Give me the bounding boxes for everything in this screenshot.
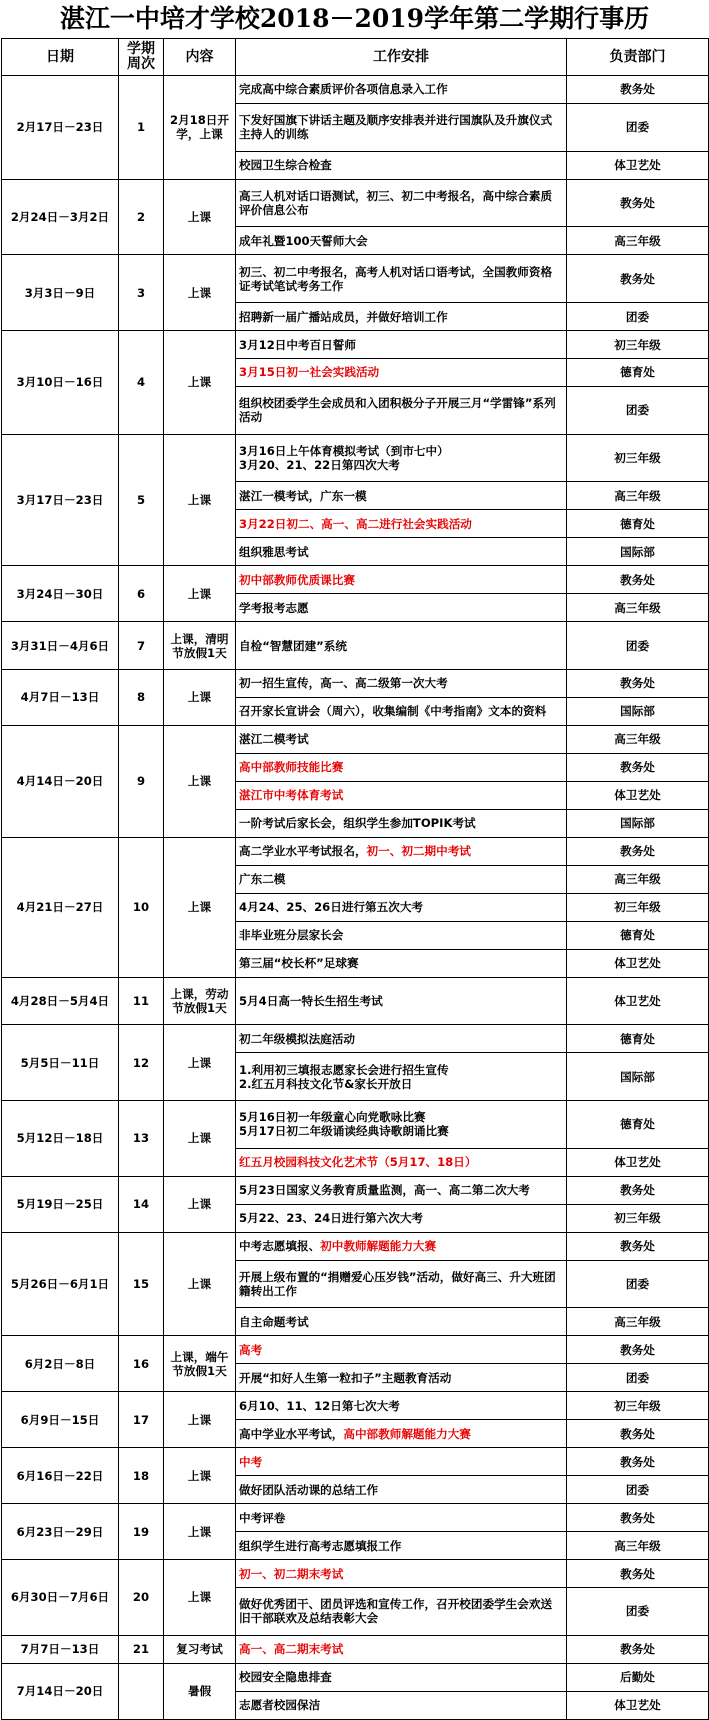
dept-cell: 体卫艺处 xyxy=(567,977,709,1025)
task-cell xyxy=(236,865,567,893)
task-cell xyxy=(236,725,567,753)
highlighted-task-text: 3月22日初二、高一、高二进行社会实践活动 xyxy=(239,516,472,531)
task-text: 高二学业水平考试报名， xyxy=(239,844,367,859)
highlighted-task-text: 高一、高二期末考试 xyxy=(239,1642,344,1657)
dept-cell: 高三年级 xyxy=(567,1308,709,1336)
task-cell xyxy=(236,1532,567,1560)
week-cell: 5 xyxy=(119,434,164,566)
task-text: 初一招生宣传，高一、高二级第一次大考 xyxy=(239,676,448,691)
content-cell: 上课 xyxy=(164,179,236,255)
task-cell xyxy=(236,1635,567,1663)
content-cell: 暑假 xyxy=(164,1663,236,1719)
content-cell: 上课 xyxy=(164,434,236,566)
table-row xyxy=(2,1635,709,1663)
task-cell xyxy=(236,1148,567,1176)
table-row xyxy=(2,977,709,1025)
task-cell xyxy=(236,1204,567,1232)
date-cell: 3月17日－23日 xyxy=(2,434,119,566)
highlighted-task-text: 湛江市中考体育考试 xyxy=(239,788,344,803)
task-text: 组织学生进行高考志愿填报工作 xyxy=(239,1538,402,1553)
table-row xyxy=(2,1560,709,1588)
content-cell: 上课 xyxy=(164,331,236,435)
table-row xyxy=(2,1101,709,1149)
task-text: 学考报考志愿 xyxy=(239,600,309,615)
dept-cell: 体卫艺处 xyxy=(567,151,709,179)
week-cell: 11 xyxy=(119,977,164,1025)
date-cell: 2月24日－3月2日 xyxy=(2,179,119,255)
week-cell: 6 xyxy=(119,566,164,622)
date-cell: 6月9日－15日 xyxy=(2,1392,119,1448)
schedule-table xyxy=(1,38,709,1720)
task-text: 组织雅思考试 xyxy=(239,544,309,559)
task-text: 高中学业水平考试， xyxy=(239,1426,344,1441)
dept-cell: 初三年级 xyxy=(567,1204,709,1232)
task-text: 组织校团委学生会成员和入团积极分子开展三月“学雷锋”系列活动 xyxy=(239,396,556,425)
content-cell: 上课 xyxy=(164,1504,236,1560)
task-text: 3月20、21、22日第四次大考 xyxy=(239,458,400,473)
header-date: 日期 xyxy=(2,39,119,76)
task-cell xyxy=(236,1053,567,1101)
table-row xyxy=(2,331,709,359)
table-row xyxy=(2,1232,709,1260)
week-cell: 21 xyxy=(119,1635,164,1663)
dept-cell: 教务处 xyxy=(567,1635,709,1663)
dept-cell: 国际部 xyxy=(567,809,709,837)
dept-cell: 高三年级 xyxy=(567,725,709,753)
content-cell: 上课 xyxy=(164,1025,236,1101)
page-title: 湛江一中培才学校2018－2019学年第二学期行事历 xyxy=(59,4,650,33)
table-row xyxy=(2,669,709,697)
task-cell xyxy=(236,1476,567,1504)
dept-cell: 团委 xyxy=(567,622,709,670)
table-row xyxy=(2,566,709,594)
highlighted-task-text: 中考 xyxy=(239,1454,263,1469)
task-text: 3月16日上午体育模拟考试（到市七中） xyxy=(239,444,449,459)
dept-cell: 国际部 xyxy=(567,538,709,566)
highlighted-task-text: 高中部教师解题能力大赛 xyxy=(343,1426,471,1441)
dept-cell: 教务处 xyxy=(567,179,709,227)
content-cell: 上课 xyxy=(164,1176,236,1232)
date-cell: 4月7日－13日 xyxy=(2,669,119,725)
table-row xyxy=(2,179,709,227)
week-cell: 12 xyxy=(119,1025,164,1101)
table-row xyxy=(2,622,709,670)
week-cell: 17 xyxy=(119,1392,164,1448)
task-cell xyxy=(236,103,567,151)
content-cell: 上课 xyxy=(164,1232,236,1336)
dept-cell: 国际部 xyxy=(567,1053,709,1101)
task-text: 自主命题考试 xyxy=(239,1314,309,1329)
header-tasks: 工作安排 xyxy=(236,39,567,76)
date-cell: 3月3日－9日 xyxy=(2,255,119,331)
dept-cell: 教务处 xyxy=(567,76,709,104)
task-text: 校园安全隐患排查 xyxy=(239,1670,332,1685)
dept-cell: 德育处 xyxy=(567,359,709,387)
date-cell: 7月7日－13日 xyxy=(2,1635,119,1663)
highlighted-task-text: 初一、初二期中考试 xyxy=(366,844,471,859)
task-text: 1.利用初三填报志愿家长会进行招生宣传 xyxy=(239,1062,449,1077)
task-text: 第三届“校长杯”足球赛 xyxy=(239,956,359,971)
dept-cell: 初三年级 xyxy=(567,331,709,359)
dept-cell: 高三年级 xyxy=(567,482,709,510)
task-text: 5月16日初一年级童心向党歌咏比赛 xyxy=(239,1110,426,1125)
task-text: 做好优秀团干、团员评选和宣传工作，召开校团委学生会欢送旧干部联欢及总结表彰大会 xyxy=(239,1597,553,1626)
date-cell: 4月14日－20日 xyxy=(2,725,119,837)
dept-cell: 团委 xyxy=(567,1476,709,1504)
date-cell: 5月19日－25日 xyxy=(2,1176,119,1232)
dept-cell: 团委 xyxy=(567,103,709,151)
content-cell: 2月18日开学，上课 xyxy=(164,76,236,180)
date-cell: 6月16日－22日 xyxy=(2,1448,119,1504)
date-cell: 2月17日－23日 xyxy=(2,76,119,180)
task-cell xyxy=(236,594,567,622)
task-text: 招聘新一届广播站成员，并做好培训工作 xyxy=(239,309,448,324)
task-cell xyxy=(236,1232,567,1260)
task-cell xyxy=(236,781,567,809)
task-text: 5月23日国家义务教育质量监测，高一、高二第二次大考 xyxy=(239,1183,530,1198)
task-cell xyxy=(236,1588,567,1636)
date-cell: 5月26日－6月1日 xyxy=(2,1232,119,1336)
task-cell xyxy=(236,893,567,921)
task-text: 湛江一模考试，广东一模 xyxy=(239,488,367,503)
dept-cell: 团委 xyxy=(567,303,709,331)
dept-cell: 团委 xyxy=(567,1260,709,1308)
task-text: 完成高中综合素质评价各项信息录入工作 xyxy=(239,82,448,97)
table-row xyxy=(2,1504,709,1532)
task-cell xyxy=(236,1663,567,1691)
task-cell xyxy=(236,255,567,303)
task-cell xyxy=(236,977,567,1025)
dept-cell: 国际部 xyxy=(567,697,709,725)
task-text: 6月10、11、12日第七次大考 xyxy=(239,1398,400,1413)
task-cell xyxy=(236,1420,567,1448)
highlighted-task-text: 初中部教师优质课比赛 xyxy=(239,572,355,587)
task-cell xyxy=(236,1691,567,1719)
dept-cell: 教务处 xyxy=(567,255,709,303)
dept-cell: 高三年级 xyxy=(567,865,709,893)
task-cell xyxy=(236,510,567,538)
dept-cell: 德育处 xyxy=(567,921,709,949)
task-cell xyxy=(236,1364,567,1392)
task-text: 做好团队活动课的总结工作 xyxy=(239,1482,379,1497)
table-row xyxy=(2,255,709,303)
dept-cell: 高三年级 xyxy=(567,594,709,622)
week-cell: 2 xyxy=(119,179,164,255)
date-cell: 5月5日－11日 xyxy=(2,1025,119,1101)
task-cell xyxy=(236,1560,567,1588)
date-cell: 3月10日－16日 xyxy=(2,331,119,435)
dept-cell: 高三年级 xyxy=(567,227,709,255)
task-cell xyxy=(236,76,567,104)
dept-cell: 教务处 xyxy=(567,1336,709,1364)
dept-cell: 团委 xyxy=(567,1364,709,1392)
content-cell: 上课，清明节放假1天 xyxy=(164,622,236,670)
week-cell: 20 xyxy=(119,1560,164,1636)
task-cell xyxy=(236,1504,567,1532)
dept-cell: 后勤处 xyxy=(567,1663,709,1691)
date-cell: 3月31日－4月6日 xyxy=(2,622,119,670)
dept-cell: 团委 xyxy=(567,386,709,434)
dept-cell: 教务处 xyxy=(567,1560,709,1588)
week-cell: 16 xyxy=(119,1336,164,1392)
task-cell xyxy=(236,1025,567,1053)
task-cell xyxy=(236,669,567,697)
content-cell: 上课 xyxy=(164,837,236,977)
content-cell: 上课 xyxy=(164,1101,236,1177)
task-cell xyxy=(236,1308,567,1336)
table-row xyxy=(2,1392,709,1420)
task-cell xyxy=(236,921,567,949)
content-cell: 上课 xyxy=(164,566,236,622)
header-row xyxy=(2,39,709,76)
week-cell: 14 xyxy=(119,1176,164,1232)
highlighted-task-text: 3月15日初一社会实践活动 xyxy=(239,365,380,380)
task-text: 5月22、23、24日进行第六次大考 xyxy=(239,1211,424,1226)
table-row xyxy=(2,1663,709,1691)
table-row xyxy=(2,76,709,104)
dept-cell: 体卫艺处 xyxy=(567,1148,709,1176)
dept-cell: 德育处 xyxy=(567,510,709,538)
date-cell: 5月12日－18日 xyxy=(2,1101,119,1177)
task-cell xyxy=(236,1101,567,1149)
content-cell: 上课 xyxy=(164,1560,236,1636)
dept-cell: 高三年级 xyxy=(567,1532,709,1560)
highlighted-task-text: 高中部教师技能比赛 xyxy=(239,760,344,775)
task-text: 湛江二模考试 xyxy=(239,732,309,747)
content-cell: 上课 xyxy=(164,1392,236,1448)
task-text: 志愿者校园保洁 xyxy=(239,1698,321,1713)
dept-cell: 教务处 xyxy=(567,1504,709,1532)
date-cell: 6月23日－29日 xyxy=(2,1504,119,1560)
task-text: 自检“智慧团建”系统 xyxy=(239,638,347,653)
task-text: 开展“扣好人生第一粒扣子”主题教育活动 xyxy=(239,1370,452,1385)
content-cell: 上课，劳动节放假1天 xyxy=(164,977,236,1025)
dept-cell: 体卫艺处 xyxy=(567,781,709,809)
task-cell xyxy=(236,949,567,977)
dept-cell: 体卫艺处 xyxy=(567,949,709,977)
week-cell: 3 xyxy=(119,255,164,331)
task-cell xyxy=(236,538,567,566)
table-row xyxy=(2,1336,709,1364)
task-cell xyxy=(236,1176,567,1204)
week-cell: 1 xyxy=(119,76,164,180)
week-cell: 15 xyxy=(119,1232,164,1336)
task-text: 5月17日初二年级诵读经典诗歌朗诵比赛 xyxy=(239,1124,449,1139)
week-cell: 4 xyxy=(119,331,164,435)
task-cell xyxy=(236,179,567,227)
date-cell: 7月14日－20日 xyxy=(2,1663,119,1719)
dept-cell: 教务处 xyxy=(567,669,709,697)
task-cell xyxy=(236,622,567,670)
dept-cell: 教务处 xyxy=(567,1420,709,1448)
dept-cell: 团委 xyxy=(567,1588,709,1636)
date-cell: 6月2日－8日 xyxy=(2,1336,119,1392)
week-cell: 18 xyxy=(119,1448,164,1504)
highlighted-task-text: 初中教师解题能力大赛 xyxy=(320,1239,437,1254)
task-text: 4月24、25、26日进行第五次大考 xyxy=(239,900,424,915)
table-row xyxy=(2,1448,709,1476)
highlighted-task-text: 高考 xyxy=(239,1342,263,1357)
highlighted-task-text: 红五月校园科技文化艺术节（5月17、18日） xyxy=(239,1155,477,1170)
date-cell: 4月21日－27日 xyxy=(2,837,119,977)
task-cell xyxy=(236,809,567,837)
task-cell xyxy=(236,837,567,865)
task-cell xyxy=(236,1392,567,1420)
table-row xyxy=(2,1025,709,1053)
content-cell: 上课 xyxy=(164,725,236,837)
content-cell: 上课 xyxy=(164,669,236,725)
date-cell: 4月28日－5月4日 xyxy=(2,977,119,1025)
header-week: 学期周次 xyxy=(119,39,164,76)
task-cell xyxy=(236,434,567,482)
task-cell xyxy=(236,697,567,725)
header-dept: 负责部门 xyxy=(567,39,709,76)
task-cell xyxy=(236,1448,567,1476)
task-text: 中考志愿填报、 xyxy=(239,1239,321,1254)
header-content: 内容 xyxy=(164,39,236,76)
task-text: 3月12日中考百日誓师 xyxy=(239,337,356,352)
task-text: 广东二模 xyxy=(239,872,286,887)
dept-cell: 德育处 xyxy=(567,1101,709,1149)
table-row xyxy=(2,1176,709,1204)
task-cell xyxy=(236,1260,567,1308)
task-text: 非毕业班分层家长会 xyxy=(239,928,344,943)
date-cell: 6月30日－7月6日 xyxy=(2,1560,119,1636)
task-text: 中考评卷 xyxy=(239,1510,286,1525)
dept-cell: 教务处 xyxy=(567,1176,709,1204)
task-text: 高三人机对话口语测试，初三、初二中考报名，高中综合素质评价信息公布 xyxy=(239,189,553,218)
task-cell xyxy=(236,1336,567,1364)
date-cell: 3月24日－30日 xyxy=(2,566,119,622)
content-cell: 上课 xyxy=(164,255,236,331)
task-cell xyxy=(236,303,567,331)
dept-cell: 教务处 xyxy=(567,837,709,865)
task-text: 初二年级模拟法庭活动 xyxy=(239,1031,355,1046)
table-row xyxy=(2,837,709,865)
task-cell xyxy=(236,482,567,510)
task-text: 5月4日高一特长生招生考试 xyxy=(239,993,383,1008)
task-cell xyxy=(236,227,567,255)
task-text: 成年礼暨100天誓师大会 xyxy=(239,233,368,248)
week-cell: 9 xyxy=(119,725,164,837)
task-cell xyxy=(236,151,567,179)
task-cell xyxy=(236,566,567,594)
task-text: 开展上级布置的“捐赠爱心压岁钱”活动，做好高三、升大班团籍转出工作 xyxy=(239,1269,556,1298)
task-cell xyxy=(236,331,567,359)
dept-cell: 初三年级 xyxy=(567,434,709,482)
dept-cell: 教务处 xyxy=(567,566,709,594)
week-cell xyxy=(119,1663,164,1719)
task-text: 召开家长宣讲会（周六），收集编制《中考指南》文本的资料 xyxy=(239,704,547,719)
highlighted-task-text: 初一、初二期末考试 xyxy=(239,1566,344,1581)
task-text: 2.红五月科技文化节&家长开放日 xyxy=(239,1076,413,1091)
task-text: 校园卫生综合检查 xyxy=(239,158,332,173)
task-text: 下发好国旗下讲话主题及顺序安排表并进行国旗队及升旗仪式主持人的训练 xyxy=(239,113,553,142)
dept-cell: 教务处 xyxy=(567,1448,709,1476)
week-cell: 19 xyxy=(119,1504,164,1560)
table-row xyxy=(2,434,709,482)
week-cell: 7 xyxy=(119,622,164,670)
week-cell: 8 xyxy=(119,669,164,725)
task-cell xyxy=(236,386,567,434)
dept-cell: 体卫艺处 xyxy=(567,1691,709,1719)
task-cell xyxy=(236,359,567,387)
dept-cell: 初三年级 xyxy=(567,1392,709,1420)
dept-cell: 教务处 xyxy=(567,753,709,781)
dept-cell: 教务处 xyxy=(567,1232,709,1260)
task-text: 初三、初二中考报名，高考人机对话口语考试，全国教师资格证考试笔试考务工作 xyxy=(239,264,553,293)
content-cell: 上课 xyxy=(164,1448,236,1504)
content-cell: 复习考试 xyxy=(164,1635,236,1663)
table-row xyxy=(2,725,709,753)
task-text: 一阶考试后家长会，组织学生参加TOPIK考试 xyxy=(239,816,476,831)
week-cell: 10 xyxy=(119,837,164,977)
task-cell xyxy=(236,753,567,781)
week-cell: 13 xyxy=(119,1101,164,1177)
dept-cell: 德育处 xyxy=(567,1025,709,1053)
content-cell: 上课，端午节放假1天 xyxy=(164,1336,236,1392)
dept-cell: 初三年级 xyxy=(567,893,709,921)
